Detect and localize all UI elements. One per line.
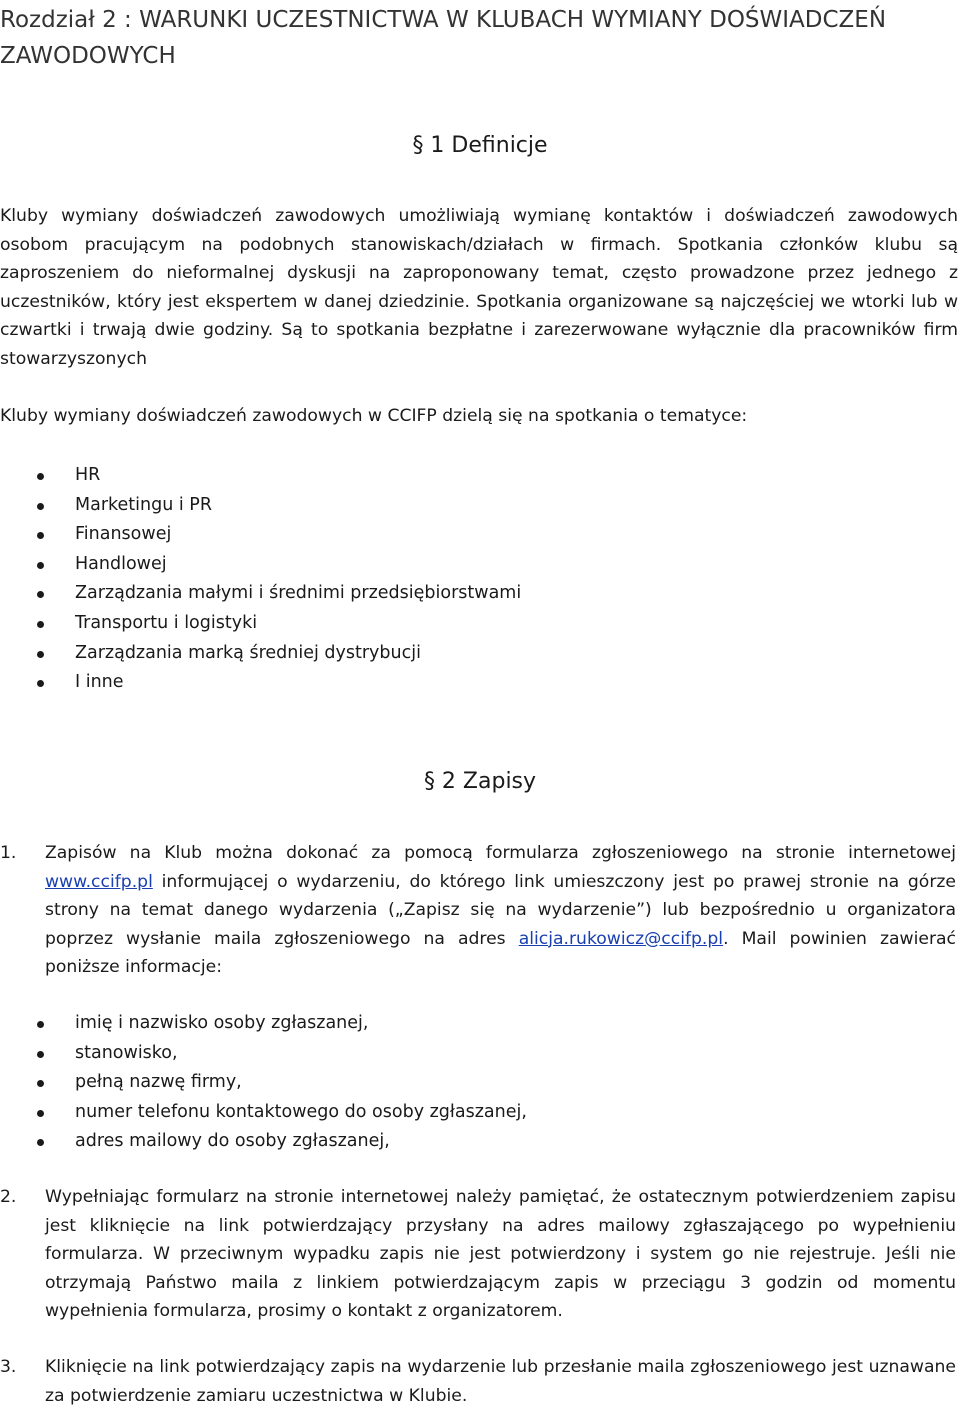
list-item: Zarządzania marką średniej dystrybucji (0, 639, 521, 669)
bullet-icon (37, 562, 44, 569)
required-info-list (0, 1009, 527, 1157)
bullet-icon (37, 1051, 44, 1058)
item-1-text: Zapisów na Klub można dokonać za pomocą formularza zgłoszeniowego na stronie internetowej www.ccifp.pl informującej o wydarzeniu, do którego link umieszczony jest po prawej stronie na górze strony na temat danego wydarzenia („Zapisz się na wydarzenie”) lub bezpośrednio u organizatora poprzez wysłanie maila zgłoszeniowego na adres alicja.rukowicz@ccifp.pl. Mail powinien zawierać poniższe informacje: (45, 843, 956, 977)
item-2-text: Wypełniając formularz na stronie internetowej należy pamiętać, że ostatecznym potwierdzeniem zapisu jest kliknięcie na link potwierdzający przysłany na adres mailowy zgłaszającego po wypełnieniu formularza. W przeciwnym wypadku zapis nie jest potwierdzony i system go nie rejestruje. Jeśli nie otrzymają Państwo maila z linkiem potwierdzającym zapis w przeciągu 3 godzin od momentu wypełnienia formularza, prosimy o kontakt z organizatorem. (45, 1187, 956, 1321)
list-item: stanowisko, (0, 1039, 527, 1069)
bullet-icon (37, 621, 44, 628)
topics-list (0, 461, 521, 698)
bullet-icon (37, 591, 44, 598)
item-number: 2. (0, 1187, 17, 1207)
list-item: Finansowej (0, 520, 521, 550)
bullet-icon (37, 1139, 44, 1146)
topics-intro: Kluby wymiany doświadczeń zawodowych w CCIFP dzielą się na spotkania o tematyce: (0, 406, 748, 426)
item-number: 3. (0, 1357, 17, 1377)
bullet-icon (37, 1110, 44, 1117)
numbered-item-2 (0, 1183, 956, 1326)
bullet-icon (37, 1021, 44, 1028)
chapter-title: Rozdział 2 : WARUNKI UCZESTNICTWA W KLUBACH WYMIANY DOŚWIADCZEŃ ZAWODOWYCH (0, 7, 887, 69)
bullet-icon (37, 503, 44, 510)
list-item: Transportu i logistyki (0, 609, 521, 639)
bullet-icon (37, 532, 44, 539)
website-link[interactable]: www.ccifp.pl (45, 871, 153, 892)
bullet-icon (37, 680, 44, 687)
list-item: pełną nazwę firmy, (0, 1068, 527, 1098)
list-item: I inne (0, 668, 521, 698)
list-item: imię i nazwisko osoby zgłaszanej, (0, 1009, 527, 1039)
bullet-icon (37, 1080, 44, 1087)
numbered-item-3 (0, 1353, 956, 1410)
bullet-icon (37, 473, 44, 480)
list-item: Zarządzania małymi i średnimi przedsiębiorstwami (0, 579, 521, 609)
item-3-text: Kliknięcie na link potwierdzający zapis na wydarzenie lub przesłanie maila zgłoszeniowego jest uznawane za potwierdzenie zamiaru uczestnictwa w Klubie. (45, 1357, 956, 1406)
section-2-title: § 2 Zapisy (423, 769, 537, 794)
list-item: Handlowej (0, 550, 521, 580)
list-item: adres mailowy do osoby zgłaszanej, (0, 1127, 527, 1157)
list-item: numer telefonu kontaktowego do osoby zgłaszanej, (0, 1098, 527, 1128)
section-1-title: § 1 Definicje (412, 133, 548, 158)
list-item: HR (0, 461, 521, 491)
numbered-item-1 (0, 839, 956, 982)
email-link[interactable]: alicja.rukowicz@ccifp.pl (518, 928, 724, 949)
item-number: 1. (0, 843, 17, 863)
bullet-icon (37, 651, 44, 658)
list-item: Marketingu i PR (0, 491, 521, 521)
definition-paragraph: Kluby wymiany doświadczeń zawodowych umożliwiają wymianę kontaktów i doświadczeń zawodowych osobom pracującym na podobnych stanowiskach/działach w firmach. Spotkania członków klubu są zaproszeniem do nieformalnej dyskusji na zaproponowany temat, często prowadzone przez jednego z uczestników, który jest ekspertem w danej dziedzinie. Spotkania organizowane są najczęściej we wtorki lub w czwartki i trwają dwie godziny. Są to spotkania bezpłatne i zarezerwowane wyłącznie dla pracowników firm stowarzyszonych (0, 206, 958, 369)
